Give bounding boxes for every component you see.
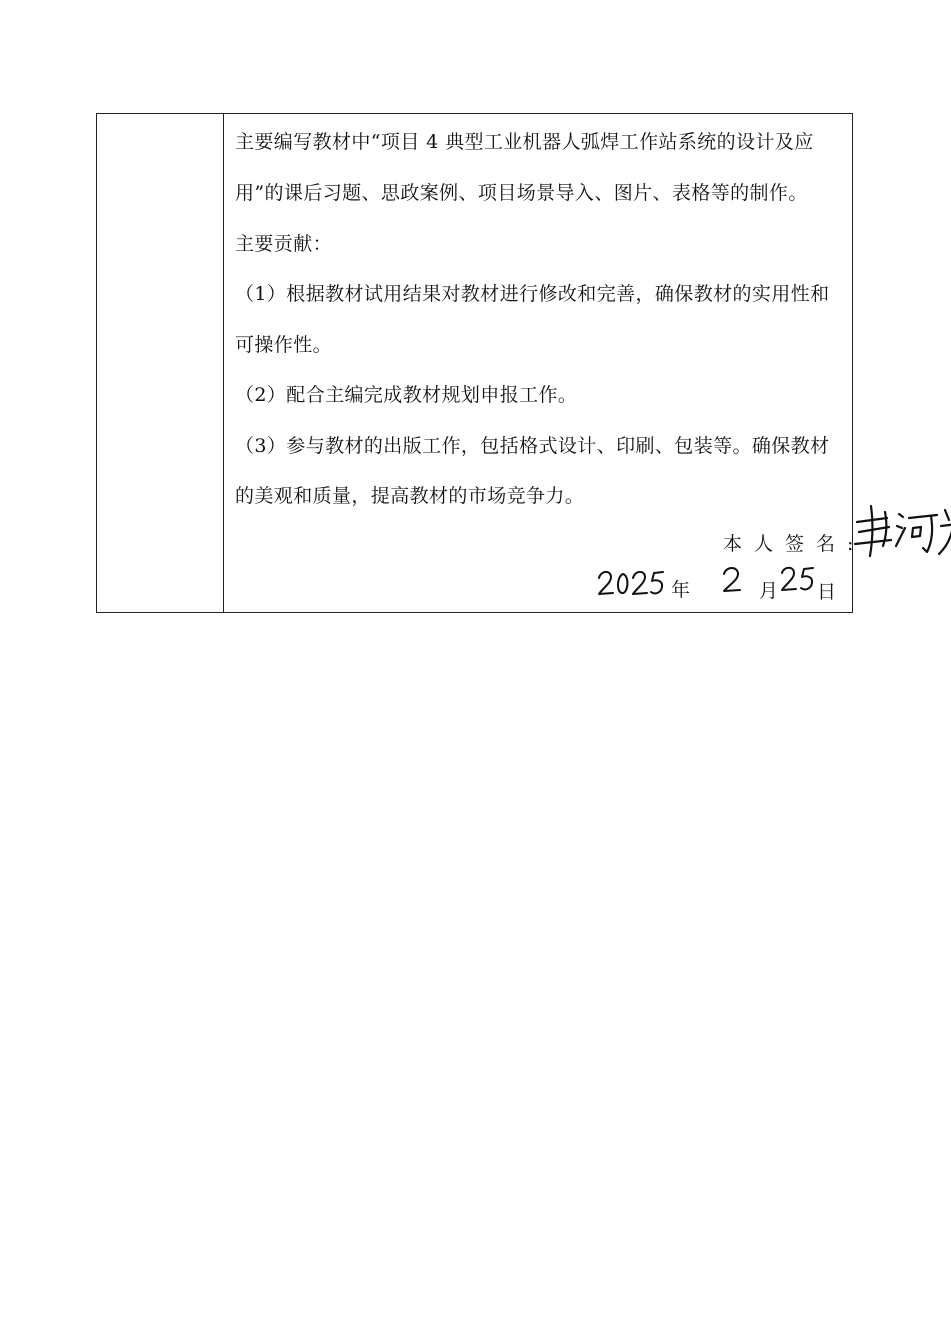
date-year-char: 年	[671, 579, 691, 601]
date-day-handwritten	[779, 564, 817, 594]
signature-date	[597, 564, 837, 612]
date-day-char: 日	[817, 581, 837, 603]
signature-label: 本人签名:	[723, 533, 866, 555]
content-line-2: 用”的课后习题、思政案例、项目场景导入、图片、表格等的制作。	[235, 182, 808, 204]
date-month-char: 月	[759, 580, 779, 602]
content-line-4: （1）根据教材试用结果对教材进行修改和完善，确保教材的实用性和	[235, 283, 830, 305]
content-line-3: 主要贡献：	[235, 233, 333, 255]
date-year-handwritten	[597, 566, 667, 600]
record-table	[96, 113, 866, 613]
label-cell	[97, 114, 224, 612]
content-line-8: 的美观和质量，提高教材的市场竞争力。	[235, 485, 585, 507]
content-line-7: （3）参与教材的出版工作，包括格式设计、印刷、包装等。确保教材	[235, 435, 830, 457]
handwritten-signature	[853, 500, 951, 560]
content-line-1: 主要编写教材中“项目 4 典型工业机器人弧焊工作站系统的设计及应	[235, 131, 814, 153]
content-line-5: 可操作性。	[235, 334, 333, 356]
date-month-handwritten	[721, 564, 743, 594]
content-line-6: （2）配合主编完成教材规划申报工作。	[235, 384, 578, 406]
content-cell	[225, 114, 866, 612]
